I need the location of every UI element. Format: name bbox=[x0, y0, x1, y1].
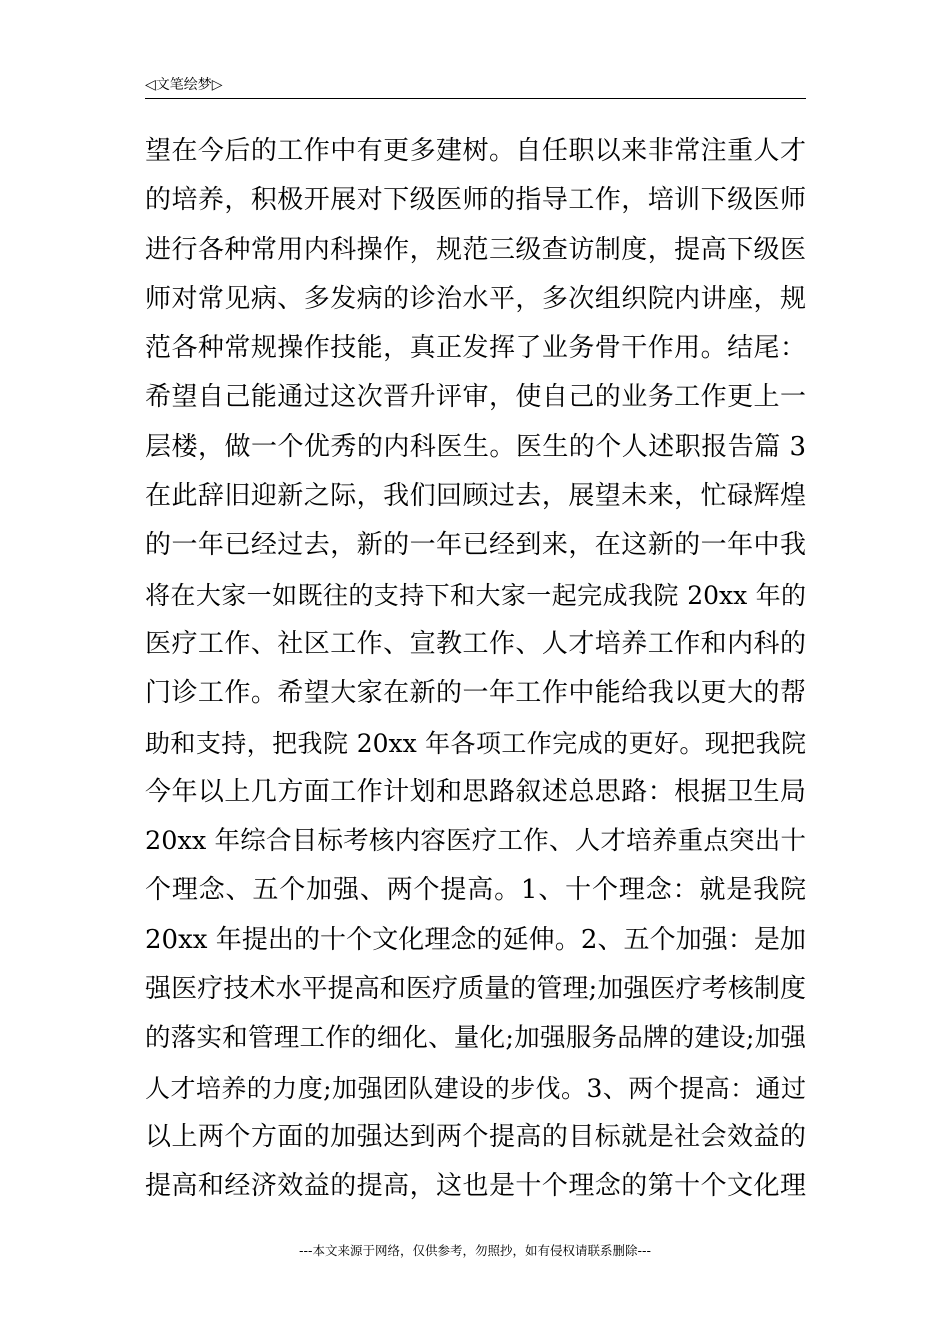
body-line: 希望自己能通过这次晋升评审，使自己的业务工作更上一 bbox=[145, 382, 806, 413]
body-line: 以上两个方面的加强达到两个提高的目标就是社会效益的 bbox=[145, 1121, 806, 1152]
body-line: 层楼，做一个优秀的内科医生。医生的个人述职报告篇 3 bbox=[145, 431, 806, 462]
body-line: 20xx 年综合目标考核内容医疗工作、人才培养重点突出十 bbox=[145, 826, 806, 857]
body-line: 人才培养的力度;加强团队建设的步伐。3、两个提高：通过 bbox=[145, 1073, 806, 1103]
body-line: 望在今后的工作中有更多建树。自任职以来非常注重人才 bbox=[145, 136, 806, 166]
body-line: 医疗工作、社区工作、宣教工作、人才培养工作和内科的 bbox=[145, 628, 806, 659]
body-line: 师对常见病、多发病的诊治水平，多次组织院内讲座，规 bbox=[145, 283, 806, 314]
body-line: 范各种常规操作技能，真正发挥了业务骨干作用。结尾： bbox=[145, 333, 806, 364]
body-line: 个理念、五个加强、两个提高。1、十个理念：就是我院 bbox=[145, 875, 806, 906]
page-footer bbox=[0, 1243, 950, 1259]
body-line: 提高和经济效益的提高，这也是十个理念的第十个文化理 bbox=[145, 1171, 806, 1202]
body-line: 的一年已经过去，新的一年已经到来，在这新的一年中我 bbox=[145, 530, 806, 561]
body-line: 20xx 年提出的十个文化理念的延伸。2、五个加强：是加 bbox=[145, 924, 806, 955]
body-line: 进行各种常用内科操作，规范三级查访制度，提高下级医 bbox=[145, 234, 806, 265]
body-line: 强医疗技术水平提高和医疗质量的管理;加强医疗考核制度 bbox=[145, 974, 806, 1005]
body-line: 门诊工作。希望大家在新的一年工作中能给我以更大的帮 bbox=[145, 678, 806, 709]
body-line: 的落实和管理工作的细化、量化;加强服务品牌的建设;加强 bbox=[145, 1023, 806, 1054]
header-title: ◁文笔绘梦▷ bbox=[145, 77, 223, 93]
page-header bbox=[145, 74, 806, 99]
body-line: 今年以上几方面工作计划和思路叙述总思路：根据卫生局 bbox=[145, 776, 806, 807]
body-line: 助和支持，把我院 20xx 年各项工作完成的更好。现把我院 bbox=[145, 728, 806, 758]
body-line: 在此辞旧迎新之际，我们回顾过去，展望未来，忙碌辉煌 bbox=[145, 481, 806, 512]
body-line: 将在大家一如既往的支持下和大家一起完成我院 20xx 年的 bbox=[145, 580, 806, 610]
footer-disclaimer: ---本文来源于网络，仅供参考，勿照抄，如有侵权请联系删除--- bbox=[298, 1243, 652, 1258]
body-line: 的培养，积极开展对下级医师的指导工作，培训下级医师 bbox=[145, 185, 806, 216]
document-body bbox=[145, 127, 806, 1212]
